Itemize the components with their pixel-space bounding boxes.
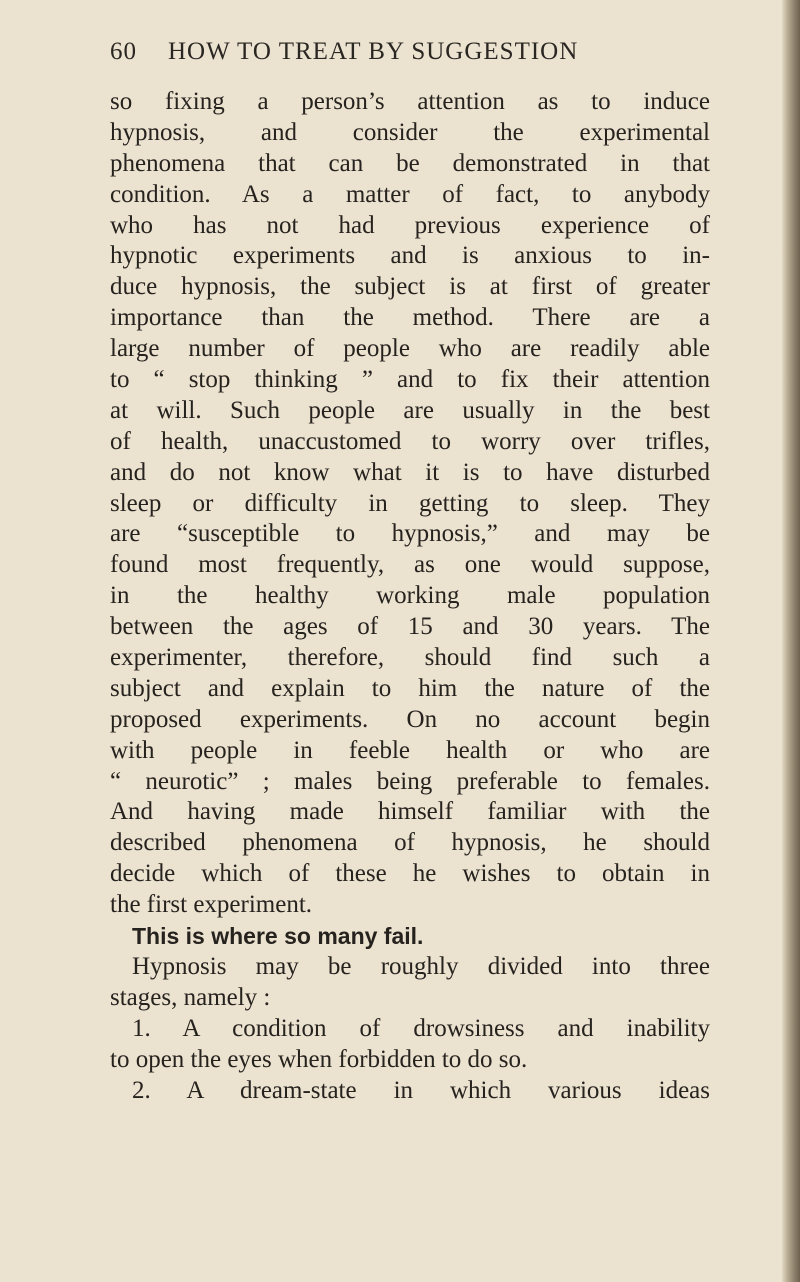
list-item-2: 2. A dream-state in which various ideas: [132, 1076, 710, 1104]
text-line: “ neurotic” ; males being preferable to females.: [110, 767, 710, 795]
text-line: the first experiment.: [110, 891, 313, 919]
text-line: importance than the method. There are a: [110, 304, 710, 332]
list-item-1: 1. A condition of drowsiness and inability: [132, 1014, 710, 1042]
page-edge: [782, 0, 800, 1282]
text-line: experimenter, therefore, should find such a: [110, 644, 710, 672]
text-line: at will. Such people are usually in the best: [110, 396, 710, 424]
text-line: found most frequently, as one would suppose,: [110, 551, 710, 579]
text-line: duce hypnosis, the subject is at first of greater: [110, 273, 710, 301]
text-line: decide which of these he wishes to obtain in: [110, 860, 710, 888]
body-text: [110, 87, 710, 1106]
text-line: hypnotic experiments and is anxious to in-: [110, 242, 710, 270]
text-line: who has not had previous experience of: [110, 211, 710, 239]
text-line: And having made himself familiar with the: [110, 798, 710, 826]
text-line: hypnosis, and consider the experimental: [110, 118, 710, 146]
text-line: proposed experiments. On no account begin: [110, 705, 710, 733]
text-line: to open the eyes when forbidden to do so.: [110, 1045, 528, 1073]
text-line: to “ stop thinking ” and to fix their attention: [110, 366, 710, 394]
text-line: subject and explain to him the nature of the: [110, 674, 710, 702]
text-line: phenomena that can be demonstrated in that: [110, 149, 710, 177]
text-line: Hypnosis may be roughly divided into three: [132, 952, 710, 980]
text-line: sleep or difficulty in getting to sleep. They: [110, 489, 710, 517]
text-line: are “susceptible to hypnosis,” and may be: [110, 520, 710, 548]
text-line: so fixing a person’s attention as to induce: [110, 88, 710, 115]
text-line: in the healthy working male population: [110, 582, 710, 610]
text-line: condition. As a matter of fact, to anybody: [110, 180, 710, 208]
text-line: stages, namely :: [110, 983, 271, 1011]
text-line: between the ages of 15 and 30 years. The: [110, 613, 710, 641]
text-line: of health, unaccustomed to worry over trifles,: [110, 427, 710, 455]
bold-statement: This is where so many fail.: [132, 923, 424, 950]
text-line: large number of people who are readily able: [110, 335, 710, 363]
running-head: [110, 38, 710, 66]
page-number: 60: [110, 38, 137, 65]
text-line: described phenomena of hypnosis, he should: [110, 829, 710, 857]
text-line: and do not know what it is to have disturbed: [110, 458, 710, 486]
text-line: with people in feeble health or who are: [110, 736, 710, 764]
running-title: HOW TO TREAT BY SUGGESTION: [168, 38, 579, 65]
